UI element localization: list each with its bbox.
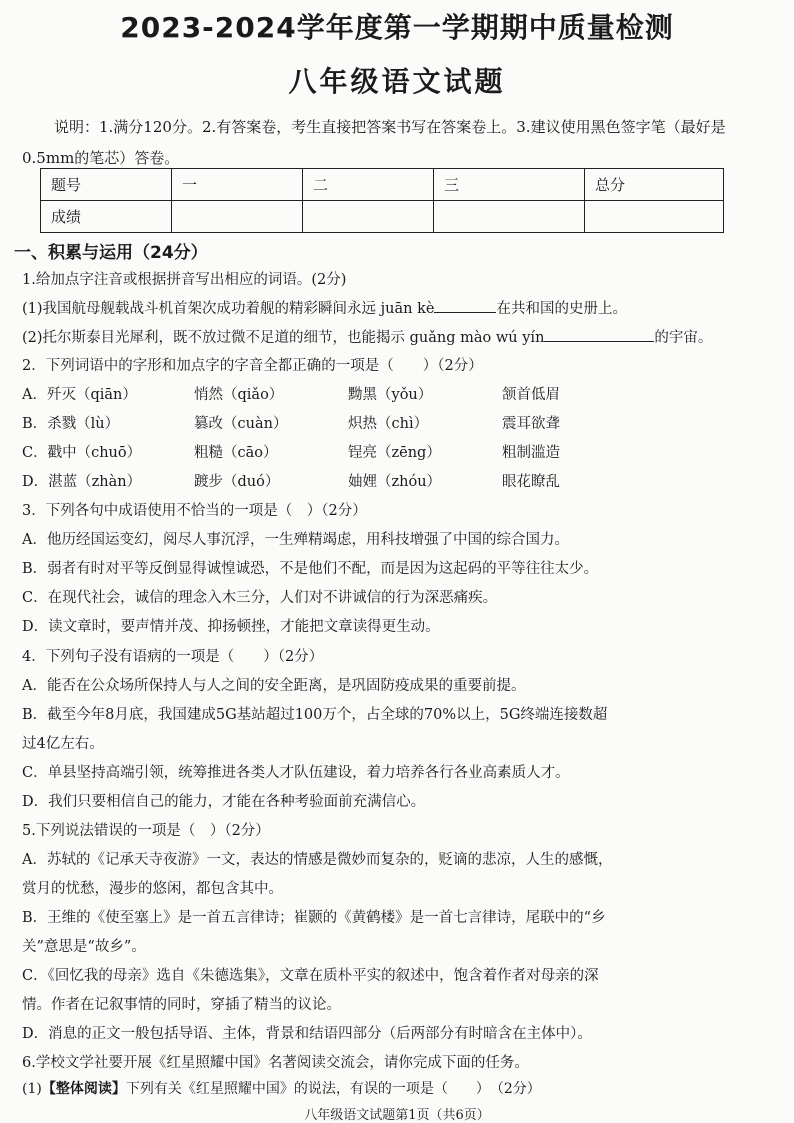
option-term: 篡改（cuàn） [194,416,288,432]
question-1-part-1 [22,297,782,318]
question-3-option-b[interactable]: B．弱者有时对平等反倒显得诚惶诚恐，不是他们不配，而是因为这起码的平等往往太少。 [22,561,599,577]
question-1-part-2-tail: 的宇宙。 [654,330,713,346]
option-term: 踱步（duó） [194,474,280,490]
question-2-option-d[interactable] [22,470,782,498]
score-cell: 二 [303,169,434,201]
score-cell[interactable] [172,201,303,233]
option-term: 悄然（qiǎo） [194,387,284,403]
score-table-header-row [41,169,724,201]
score-table [40,168,724,233]
question-1-part-2 [22,326,782,347]
question-5-option-c[interactable]: C．《回忆我的母亲》选自《朱德选集》，文章在质朴平实的叙述中，饱含着作者对母亲的深 [22,968,599,984]
question-4-option-b-cont: 过4亿左右。 [22,736,104,752]
question-6-stem: 6.学校文学社要开展《红星照耀中国》名著阅读交流会，请你完成下面的任务。 [22,1055,529,1071]
question-2-option-b[interactable] [22,412,782,440]
subquestion-number: (1) [22,1081,42,1097]
question-2-option-a[interactable] [22,383,782,411]
exam-title: 2023-2024学年度第一学期期中质量检测 [120,11,674,44]
option-term: A．歼灭（qiān） [22,387,137,403]
question-5-option-d[interactable]: D．消息的正文一般包括导语、主体，背景和结语四部分（后两部分有时暗含在主体中）。 [22,1026,592,1042]
option-term: C．戳中（chuō） [22,445,142,461]
option-term: 眼花瞭乱 [502,474,560,490]
question-2-stem: 2．下列词语中的字形和加点字的字音全都正确的一项是（ ）（2分） [22,358,483,374]
score-table-score-row [41,201,724,233]
question-3-stem: 3．下列各句中成语使用不恰当的一项是（ ）（2分） [22,503,367,519]
option-term: 粗制滥造 [502,445,560,461]
option-term: D．湛蓝（zhàn） [22,474,142,490]
option-term: 颔首低眉 [502,387,560,403]
question-6-subquestion-1 [22,1078,782,1098]
question-4-option-a[interactable]: A．能否在公众场所保持人与人之间的安全距离，是巩固防疫成果的重要前提。 [22,678,526,694]
question-4-option-d[interactable]: D．我们只要相信自己的能力，才能在各种考验面前充满信心。 [22,794,426,810]
question-4-option-b[interactable]: B．截至今年8月底，我国建成5G基站超过100万个，占全球的70%以上，5G终端连接数超 [22,707,608,723]
question-5-option-b-cont: 关”意思是“故乡”。 [22,939,146,955]
question-1-part-1-tail: 在共和国的史册上。 [496,301,627,317]
section-heading: 一、积累与运用（24分） [14,243,208,263]
option-term: 黝黑（yǒu） [348,387,433,403]
option-term: 粗糙（cāo） [194,445,278,461]
question-4-option-c[interactable]: C．单县坚持高端引领，统筹推进各类人才队伍建设，着力培养各行各业高素质人才。 [22,765,570,781]
option-term: 妯娌（zhóu） [348,474,442,490]
option-term: 炽热（chì） [348,416,429,432]
score-cell: 三 [434,169,585,201]
page-footer: 八年级语文试题第1页（共6页） [304,1108,490,1123]
score-cell[interactable] [434,201,585,233]
answer-blank[interactable] [544,327,654,342]
score-cell: 成绩 [41,201,172,233]
question-3-option-d[interactable]: D．读文章时，要声情并茂、抑扬顿挫，才能把文章读得更生动。 [22,619,440,635]
question-5-stem: 5.下列说法错误的一项是（ ）（2分） [22,823,270,839]
question-3-option-a[interactable]: A．他历经国运变幻，阅尽人事沉浮，一生殚精竭虑，用科技增强了中国的综合国力。 [22,532,569,548]
question-1-stem: 1.给加点字注音或根据拼音写出相应的词语。(2分) [22,272,347,288]
subquestion-tag: 【整体阅读】 [41,1081,126,1097]
score-cell[interactable] [303,201,434,233]
exam-subtitle: 八年级语文试题 [288,65,506,98]
answer-blank[interactable] [434,298,496,313]
score-cell: 一 [172,169,303,201]
option-term: 锃亮（zēng） [348,445,441,461]
question-1-part-1-text: (1)我国航母舰载战斗机首架次成功着舰的精彩瞬间永远 juān kè [22,301,435,317]
question-5-option-a-cont: 赏月的忧愁，漫步的悠闲，都包含其中。 [22,881,283,897]
question-5-option-c-cont: 情。作者在记叙事情的同时，穿插了精当的议论。 [22,997,341,1013]
question-1-part-2-text: (2)托尔斯泰目光犀利，既不放过微不足道的细节，也能揭示 guǎng mào wú yín [22,330,545,346]
option-term: 震耳欲聋 [502,416,560,432]
score-cell[interactable] [585,201,724,233]
question-5-option-b[interactable]: B．王维的《使至塞上》是一首五言律诗；崔颢的《黄鹤楼》是一首七言律诗，尾联中的“乡 [22,910,606,926]
subquestion-text: 下列有关《红星照耀中国》的说法，有误的一项是（ ） （2分） [125,1081,541,1097]
option-term: B．杀戮（lù） [22,416,120,432]
score-cell: 总分 [585,169,724,201]
question-4-stem: 4．下列句子没有语病的一项是（ ）（2分） [22,649,324,665]
question-2-option-c[interactable] [22,441,782,469]
question-5-option-a[interactable]: A．苏轼的《记承天寺夜游》一文，表达的情感是微妙而复杂的，贬谪的悲凉，人生的感慨， [22,852,613,868]
score-cell: 题号 [41,169,172,201]
question-3-option-c[interactable]: C．在现代社会，诚信的理念入木三分，人们对不讲诚信的行为深恶痛疾。 [22,590,498,606]
instructions: 说明：1.满分120分。2.有答案卷，考生直接把答案书写在答案卷上。3.建议使用黑色签字笔（最好是0.5mm的笔芯）答卷。 [22,118,726,167]
